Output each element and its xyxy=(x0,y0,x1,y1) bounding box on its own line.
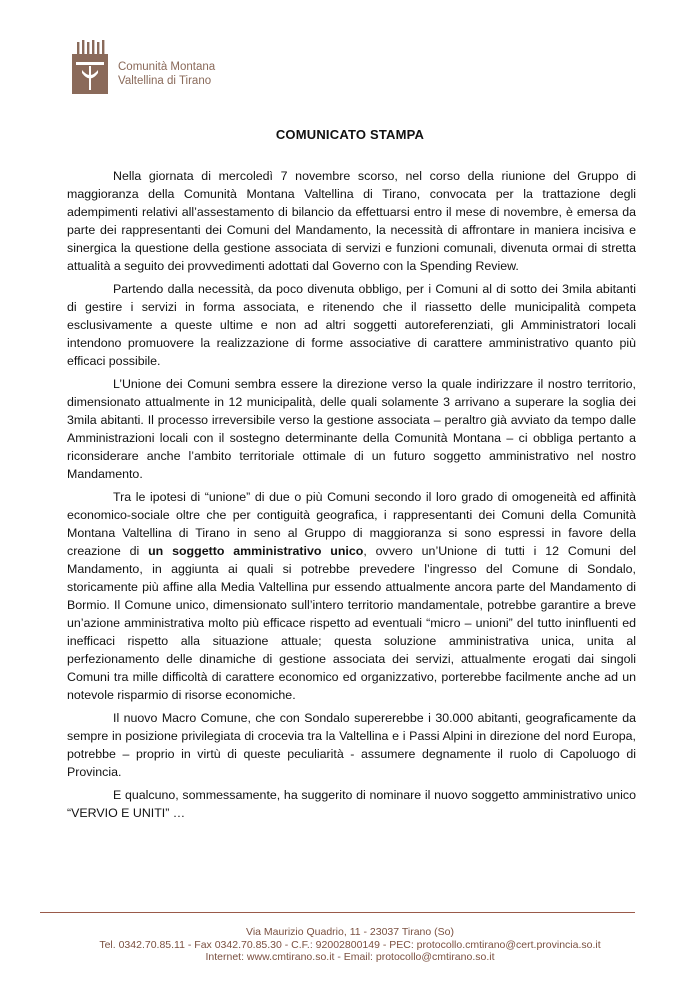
paragraph-2: Partendo dalla necessità, da poco divenuta obbligo, per i Comuni al di sotto dei 3mila abitanti di gestire i servizi in forma associata, e ritenendo che il riassetto delle municipalità competa esclusivamente a queste ultime e non ad altri soggetti autoreferenziati, gli Amministratori locali intendono promuovere la realizzazione di forme associative di carattere amministrativo quanto più efficaci possibile. xyxy=(67,282,636,368)
header-logo xyxy=(70,40,215,94)
footer-internet: Internet: www.cmtirano.so.it - Email: protocollo@cmtirano.so.it xyxy=(205,951,495,963)
footer-divider xyxy=(40,912,635,913)
paragraph-4 xyxy=(67,488,636,704)
comunita-montana-emblem-icon xyxy=(70,40,110,94)
paragraph-6: E qualcuno, sommessamente, ha suggerito di nominare il nuovo soggetto amministrativo unico “VERVIO E UNITI” … xyxy=(67,788,636,820)
paragraph-3: L’Unione dei Comuni sembra essere la direzione verso la quale indirizzare il nostro territorio, dimensionato attualmente in 12 municipalità, delle quali solamente 3 arrivano a superare la soglia dei 3mila abitanti. Il processo irreversibile verso la gestione associata – peraltro già avviato da tempo dalle Amministrazioni locali con il sostegno determinante della Comunità Montana – ci obbliga pertanto a riconsiderare anche l’ambito territoriale ottimale di un futuro soggetto amministrativo nel nostro Mandamento. xyxy=(67,377,636,481)
footer-contacts: Tel. 0342.70.85.11 - Fax 0342.70.85.30 - C.F.: 92002800149 - PEC: protocollo.cmtirano@cert.provincia.so.it xyxy=(99,938,601,951)
logo-line-2: Valtellina di Tirano xyxy=(118,75,212,87)
paragraph-5: Il nuovo Macro Comune, che con Sondalo supererebbe i 30.000 abitanti, geograficamente da sempre in posizione privilegiata di crocevia tra la Valtellina e i Passi Alpini in direzione del nord Europa, potrebbe – proprio in virtù di queste peculiarità - assumere degnamente il ruolo di Capoluogo di Provincia. xyxy=(67,711,636,779)
footer-address: Via Maurizio Quadrio, 11 - 23037 Tirano (So) xyxy=(246,926,454,938)
document-body xyxy=(67,167,636,827)
paragraph-1: Nella giornata di mercoledì 7 novembre scorso, nel corso della riunione del Gruppo di maggioranza della Comunità Montana Valtellina di Tirano, convocata per la trattazione degli adempimenti relativi all’assestamento di bilancio da effettuarsi entro il mese di novembre, è emersa da parte dei rappresentanti dei Comuni del Mandamento, la necessità di affrontare in maniera incisiva e sinergica la questione della gestione associata di servizi e funzioni comunali, divenuta ormai di stretta attualità a seguito dei provvedimenti adottati dal Governo con la Spending Review. xyxy=(67,169,636,273)
paragraph-4-part-a: Tra le ipotesi di “unione” di due o più Comuni secondo il loro grado di omogeneità ed affinità economico-sociale oltre che per contiguità geografica, i rappresentanti dei Comuni della Comunità Montana Valtellina di Tirano in seno al Gruppo di maggioranza si sono espressi in favore della creazione di xyxy=(67,490,636,558)
document-title: COMUNICATO STAMPA xyxy=(275,127,425,142)
logo-line-1: Comunità Montana xyxy=(118,61,216,73)
footer xyxy=(0,926,700,964)
paragraph-4-part-b: , ovvero un’Unione di tutti i 12 Comuni del Mandamento, in aggiunta ai quali si potrebbe prevedere l’ingresso del Comune di Sondalo, storicamente più affine alla Media Valtellina pur essendo attualmente ancora parte del Mandamento di Bormio. Il Comune unico, dimensionato sull’intero territorio mandamentale, potrebbe garantire a breve un’azione amministrativa molto più efficace rispetto ad eventuali “micro – unioni” del tutto ininfluenti ed inefficaci rispetto alla situazione attuale; questa soluzione amministrativa unica, unita al perfezionamento delle dinamiche di gestione associata dei servizi, attualmente erogati dai singoli Comuni tra mille difficoltà di carattere economico ed organizzativo, porterebbe facilmente anche ad un notevole risparmio di risorse economiche. xyxy=(67,544,637,702)
paragraph-4-bold: un soggetto amministrativo unico xyxy=(148,544,364,558)
